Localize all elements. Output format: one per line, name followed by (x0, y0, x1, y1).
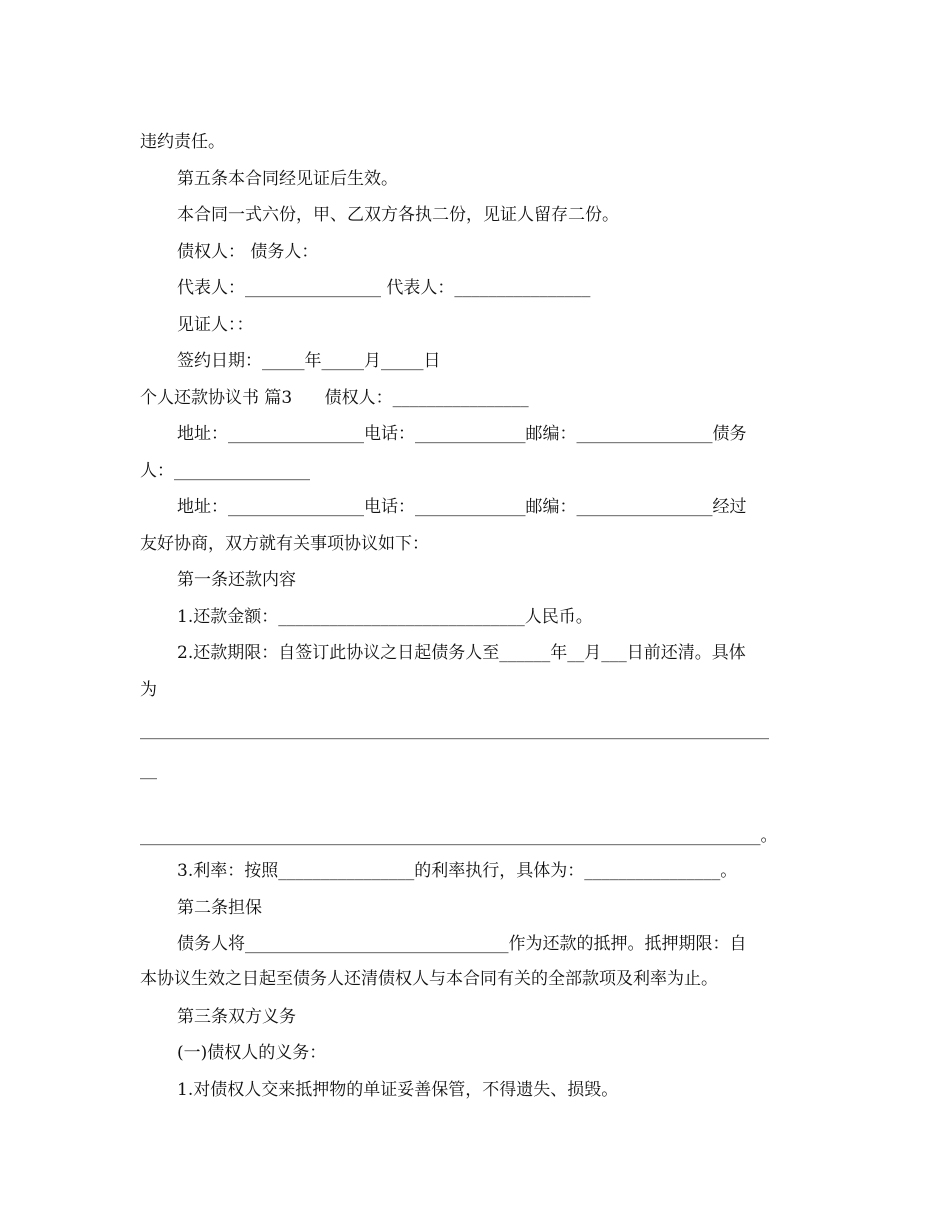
text-line: 1.对债权人交来抵押物的单证妥善保管，不得遗失、损毁。 (177, 1080, 619, 1100)
text-line: 2.还款期限：自签订此协议之日起债务人至______年__月___日前还清。具体 (177, 643, 746, 663)
text-line: 见证人：： (177, 315, 254, 335)
text-line: 1.还款金额：_____________________________人民币。 (177, 607, 593, 627)
text-line: 人：________________ (140, 461, 310, 481)
text-line: 本合同一式六份，甲、乙双方各执二份，见证人留存二份。 (177, 205, 619, 225)
text-line: 第一条还款内容 (177, 570, 296, 590)
text-line: 3.利率：按照________________的利率执行，具体为：________________。 (177, 861, 738, 881)
text-line: 地址：________________电话：_____________邮编：________________债务 (177, 424, 747, 444)
text-line: 地址：________________电话：_____________邮编：________________经过 (177, 497, 747, 517)
text-line: 为 (140, 680, 157, 700)
text-line: 第三条双方义务 (177, 1007, 296, 1027)
text-line: 债权人： 债务人： (177, 242, 319, 262)
text-line: 第二条担保 (177, 898, 262, 918)
text-line: (一)债权人的义务： (177, 1043, 327, 1063)
text-line: _________________________________________________________________________。 (140, 826, 778, 846)
text-line: 签约日期：_____年_____月_____日 (177, 351, 441, 371)
text-line: 本协议生效之日起至债务人还清债权人与本合同有关的全部款项及利率为止。 (140, 969, 718, 989)
text-line: 债务人将_______________________________作为还款的抵押。抵押期限：自 (177, 934, 747, 954)
text-line: 第五条本合同经见证后生效。 (177, 169, 398, 189)
text-line: __ (140, 760, 157, 780)
text-line: __________________________________________________________________________ (140, 720, 769, 740)
text-line: 友好协商，双方就有关事项协议如下： (140, 534, 429, 554)
text-line: 个人还款协议书 篇3 债权人：________________ (140, 388, 529, 408)
text-line: 代表人：________________ 代表人：________________ (177, 278, 591, 298)
text-line: 违约责任。 (140, 132, 225, 152)
